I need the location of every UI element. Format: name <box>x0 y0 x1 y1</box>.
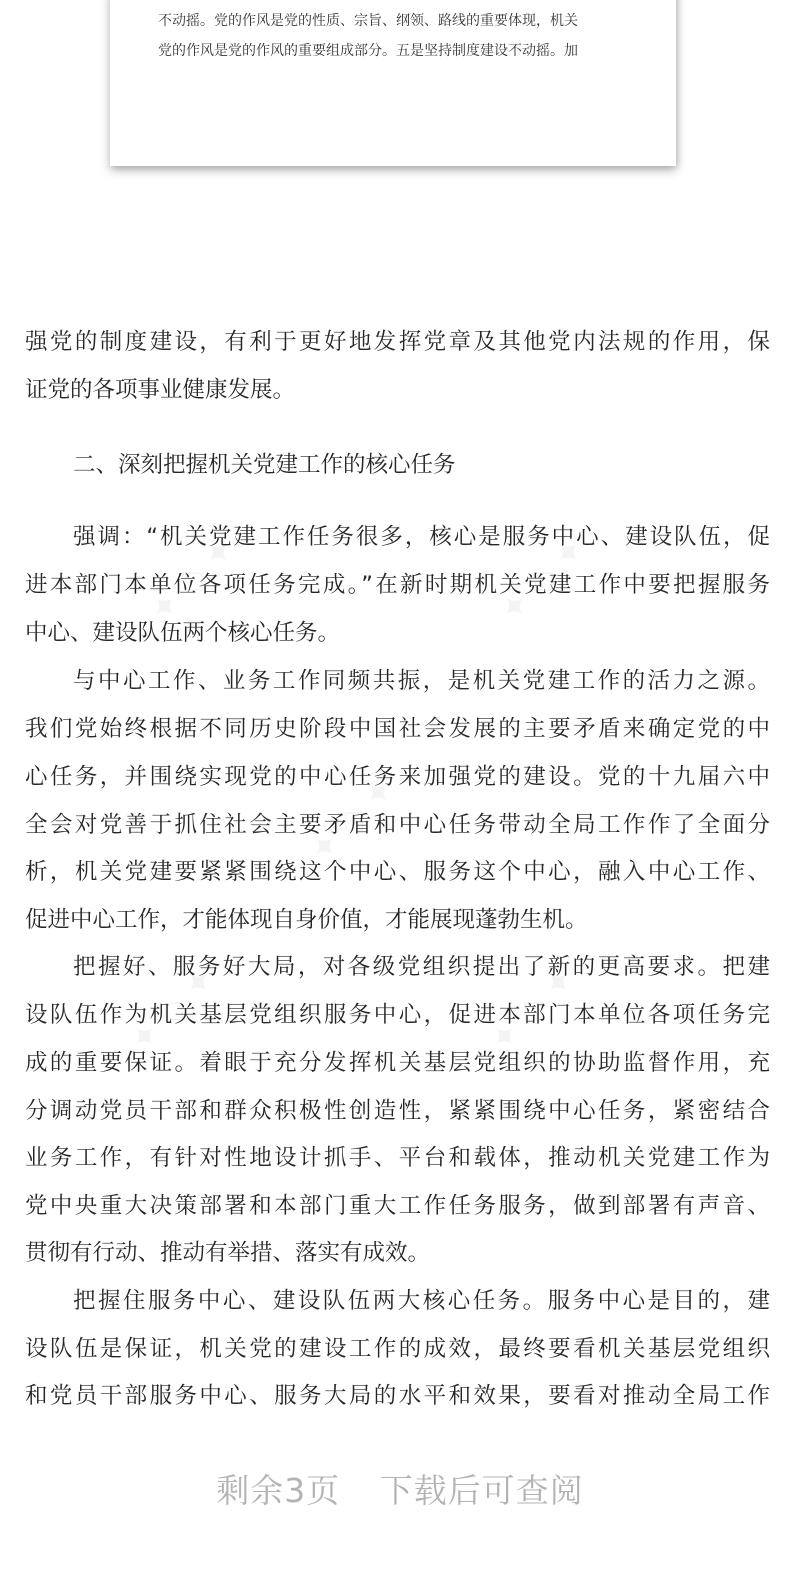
body-text-line: 成的重要保证。着眼于充分发挥机关基层党组织的协助监督作用，充 <box>25 1050 770 1076</box>
body-text-line: 心任务，并围绕实现党的中心任务来加强党的建设。党的十九届六中 <box>25 764 770 790</box>
body-text-line: 进本部门本单位各项任务完成。”在新时期机关党建工作中要把握服务 <box>25 572 770 598</box>
remaining-pages-label: 剩余3页 <box>216 1471 341 1510</box>
body-text-line: 强党的制度建设，有利于更好地发挥党章及其他党内法规的作用，保 <box>25 329 770 355</box>
body-text-line: 和党员干部服务中心、服务大局的水平和效果，要看对推动全局工作 <box>25 1383 770 1409</box>
body-text-line: 与中心工作、业务工作同频共振，是机关党建工作的活力之源。 <box>73 668 770 694</box>
body-text-line: 证党的各项事业健康发展。 <box>25 377 296 403</box>
body-text-line: 我们党始终根据不同历史阶段中国社会发展的主要矛盾来确定党的中 <box>25 716 770 742</box>
body-text-line: 把握住服务中心、建设队伍两大核心任务。服务中心是目的，建 <box>73 1288 770 1314</box>
body-text-line: 分调动党员干部和群众积极性创造性，紧紧围绕中心任务，紧密结合 <box>25 1098 770 1124</box>
body-text-line: 中心、建设队伍两个核心任务。 <box>25 620 341 646</box>
download-prompt[interactable] <box>0 1468 800 1514</box>
body-text-line: 促进中心工作，才能体现自身价值，才能展现蓬勃生机。 <box>25 907 588 933</box>
body-text-line: 业务工作，有针对性地设计抓手、平台和载体，推动机关党建工作为 <box>25 1145 770 1171</box>
body-text-line: 把握好、服务好大局，对各级党组织提出了新的更高要求。把建 <box>73 954 770 980</box>
body-text-line: 析，机关党建要紧紧围绕这个中心、服务这个中心，融入中心工作、 <box>25 859 770 885</box>
body-text-line: 强调：“机关党建工作任务很多，核心是服务中心、建设队伍，促 <box>73 524 770 550</box>
preview-page-card <box>110 0 676 166</box>
body-text-line: 贯彻有行动、推动有举措、落实有成效。 <box>25 1240 431 1266</box>
body-text-line: 设队伍作为机关基层党组织服务中心，促进本部门本单位各项任务完 <box>25 1002 770 1028</box>
preview-text-line: 不动摇。党的作风是党的性质、宗旨、纲领、路线的重要体现，机关 <box>158 13 578 29</box>
body-text-line: 全会对党善于抓住社会主要矛盾和中心任务带动全局工作作了全面分 <box>25 812 770 838</box>
body-text-line: 党中央重大决策部署和本部门重大工作任务服务，做到部署有声音、 <box>25 1193 770 1219</box>
body-text-line: 设队伍是保证，机关党的建设工作的成效，最终要看机关基层党组织 <box>25 1336 770 1362</box>
section-heading: 二、深刻把握机关党建工作的核心任务 <box>73 452 456 478</box>
preview-text-line: 党的作风是党的作风的重要组成部分。五是坚持制度建设不动摇。加 <box>158 43 578 59</box>
download-hint-label: 下载后可查阅 <box>379 1471 584 1510</box>
